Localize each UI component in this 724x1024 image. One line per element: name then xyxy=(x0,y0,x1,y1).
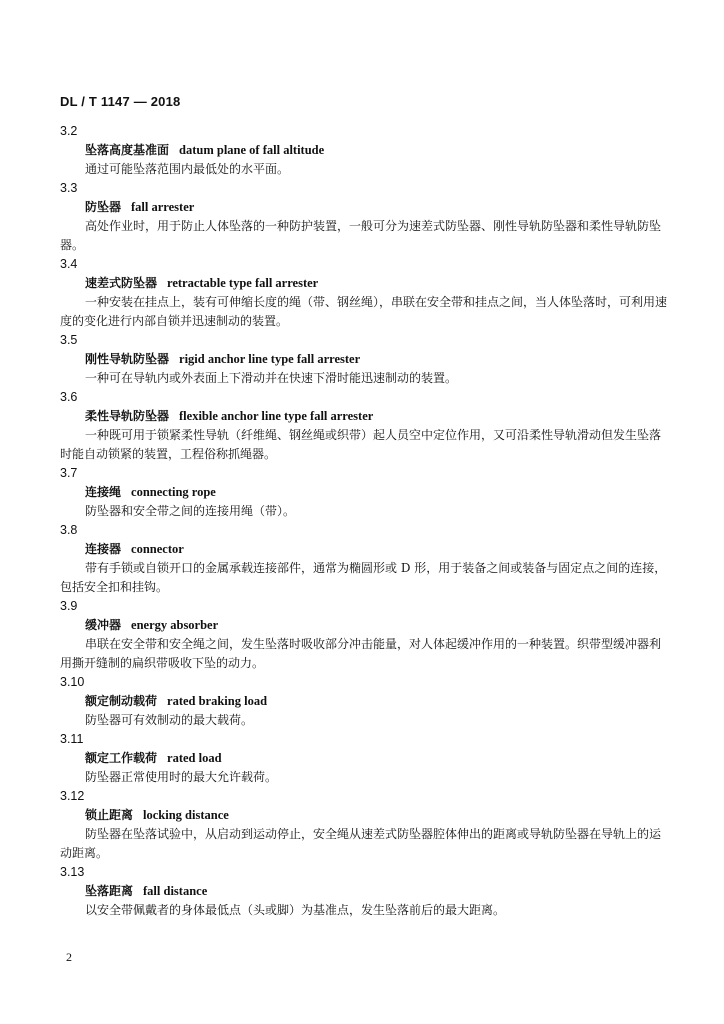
term-definition: 一种可在导轨内或外表面上下滑动并在快速下滑时能迅速制动的装置。 xyxy=(85,371,458,385)
term-chinese: 连接器 xyxy=(85,542,122,556)
term-heading xyxy=(60,141,670,160)
page-number: 2 xyxy=(66,950,72,964)
term-chinese: 缓冲器 xyxy=(85,618,122,632)
term-english: locking distance xyxy=(143,808,229,822)
term-english: energy absorber xyxy=(131,618,219,632)
term-chinese: 额定制动载荷 xyxy=(85,694,158,708)
term-chinese: 速差式防坠器 xyxy=(85,276,158,290)
term-entry xyxy=(60,179,670,255)
term-definition: 带有手锁或自锁开口的金属承载连接部件，通常为椭圆形或 D 形，用于装备之间或装备与固定点之间的连接，包括安全扣和挂钩。 xyxy=(60,561,667,594)
term-chinese: 柔性导轨防坠器 xyxy=(85,409,170,423)
term-chinese: 额定工作载荷 xyxy=(85,751,158,765)
standard-code-header: DL / T 1147 — 2018 xyxy=(60,94,181,109)
term-heading xyxy=(60,616,670,635)
term-english: rated braking load xyxy=(167,694,268,708)
clause-number: 3.4 xyxy=(60,257,78,271)
term-english: datum plane of fall altitude xyxy=(179,143,325,157)
term-english: flexible anchor line type fall arrester xyxy=(179,409,374,423)
term-definition: 以安全带佩戴者的身体最低点（头或脚）为基准点，发生坠落前后的最大距离。 xyxy=(85,903,506,917)
clause-number: 3.13 xyxy=(60,865,85,879)
term-entry xyxy=(60,388,670,464)
term-entry xyxy=(60,255,670,331)
term-heading xyxy=(60,882,670,901)
term-entry xyxy=(60,673,670,730)
term-heading xyxy=(60,198,670,217)
clause-number: 3.8 xyxy=(60,523,78,537)
term-english: connecting rope xyxy=(131,485,216,499)
clause-number: 3.3 xyxy=(60,181,78,195)
term-entry xyxy=(60,331,670,388)
term-definition: 串联在安全带和安全绳之间，发生坠落时吸收部分冲击能量，对人体起缓冲作用的一种装置。织带型缓冲器利用撕开缝制的扁织带吸收下坠的动力。 xyxy=(60,637,662,670)
term-heading xyxy=(60,407,670,426)
term-entry xyxy=(60,464,670,521)
term-chinese: 防坠器 xyxy=(85,200,122,214)
clause-number: 3.6 xyxy=(60,390,78,404)
term-definition: 一种既可用于锁紧柔性导轨（纤维绳、钢丝绳或织带）起人员空中定位作用，又可沿柔性导轨滑动但发生坠落时能自动锁紧的装置，工程俗称抓绳器。 xyxy=(60,428,662,461)
term-definition: 防坠器可有效制动的最大载荷。 xyxy=(85,713,254,727)
term-definition: 防坠器正常使用时的最大允许载荷。 xyxy=(85,770,278,784)
clause-number: 3.9 xyxy=(60,599,78,613)
clause-number: 3.5 xyxy=(60,333,78,347)
terms-list xyxy=(60,122,670,920)
clause-number: 3.10 xyxy=(60,675,85,689)
term-english: retractable type fall arrester xyxy=(167,276,319,290)
term-heading xyxy=(60,483,670,502)
term-chinese: 坠落距离 xyxy=(85,884,134,898)
term-chinese: 刚性导轨防坠器 xyxy=(85,352,170,366)
clause-number: 3.2 xyxy=(60,124,78,138)
term-heading xyxy=(60,350,670,369)
term-definition: 防坠器和安全带之间的连接用绳（带）。 xyxy=(85,504,296,518)
term-heading xyxy=(60,806,670,825)
term-entry xyxy=(60,863,670,920)
term-english: fall arrester xyxy=(131,200,195,214)
term-entry xyxy=(60,597,670,673)
term-definition: 通过可能坠落范围内最低处的水平面。 xyxy=(85,162,290,176)
clause-number: 3.11 xyxy=(60,732,84,746)
term-chinese: 坠落高度基准面 xyxy=(85,143,170,157)
term-heading xyxy=(60,692,670,711)
term-chinese: 锁止距离 xyxy=(85,808,134,822)
term-definition: 一种安装在挂点上，装有可伸缩长度的绳（带、钢丝绳），串联在安全带和挂点之间，当人体坠落时，可利用速度的变化进行内部自锁并迅速制动的装置。 xyxy=(60,295,668,328)
term-entry xyxy=(60,787,670,863)
term-definition: 高处作业时，用于防止人体坠落的一种防护装置，一般可分为速差式防坠器、刚性导轨防坠器和柔性导轨防坠器。 xyxy=(60,219,662,252)
term-entry xyxy=(60,122,670,179)
term-heading xyxy=(60,274,670,293)
term-chinese: 连接绳 xyxy=(85,485,122,499)
term-heading xyxy=(60,540,670,559)
clause-number: 3.12 xyxy=(60,789,85,803)
term-entry xyxy=(60,730,670,787)
term-definition: 防坠器在坠落试验中，从启动到运动停止，安全绳从速差式防坠器腔体伸出的距离或导轨防坠器在导轨上的运动距离。 xyxy=(60,827,662,860)
term-entry xyxy=(60,521,670,597)
clause-number: 3.7 xyxy=(60,466,78,480)
term-english: rated load xyxy=(167,751,222,765)
term-english: fall distance xyxy=(143,884,208,898)
term-heading xyxy=(60,749,670,768)
term-english: connector xyxy=(131,542,184,556)
term-english: rigid anchor line type fall arrester xyxy=(179,352,361,366)
